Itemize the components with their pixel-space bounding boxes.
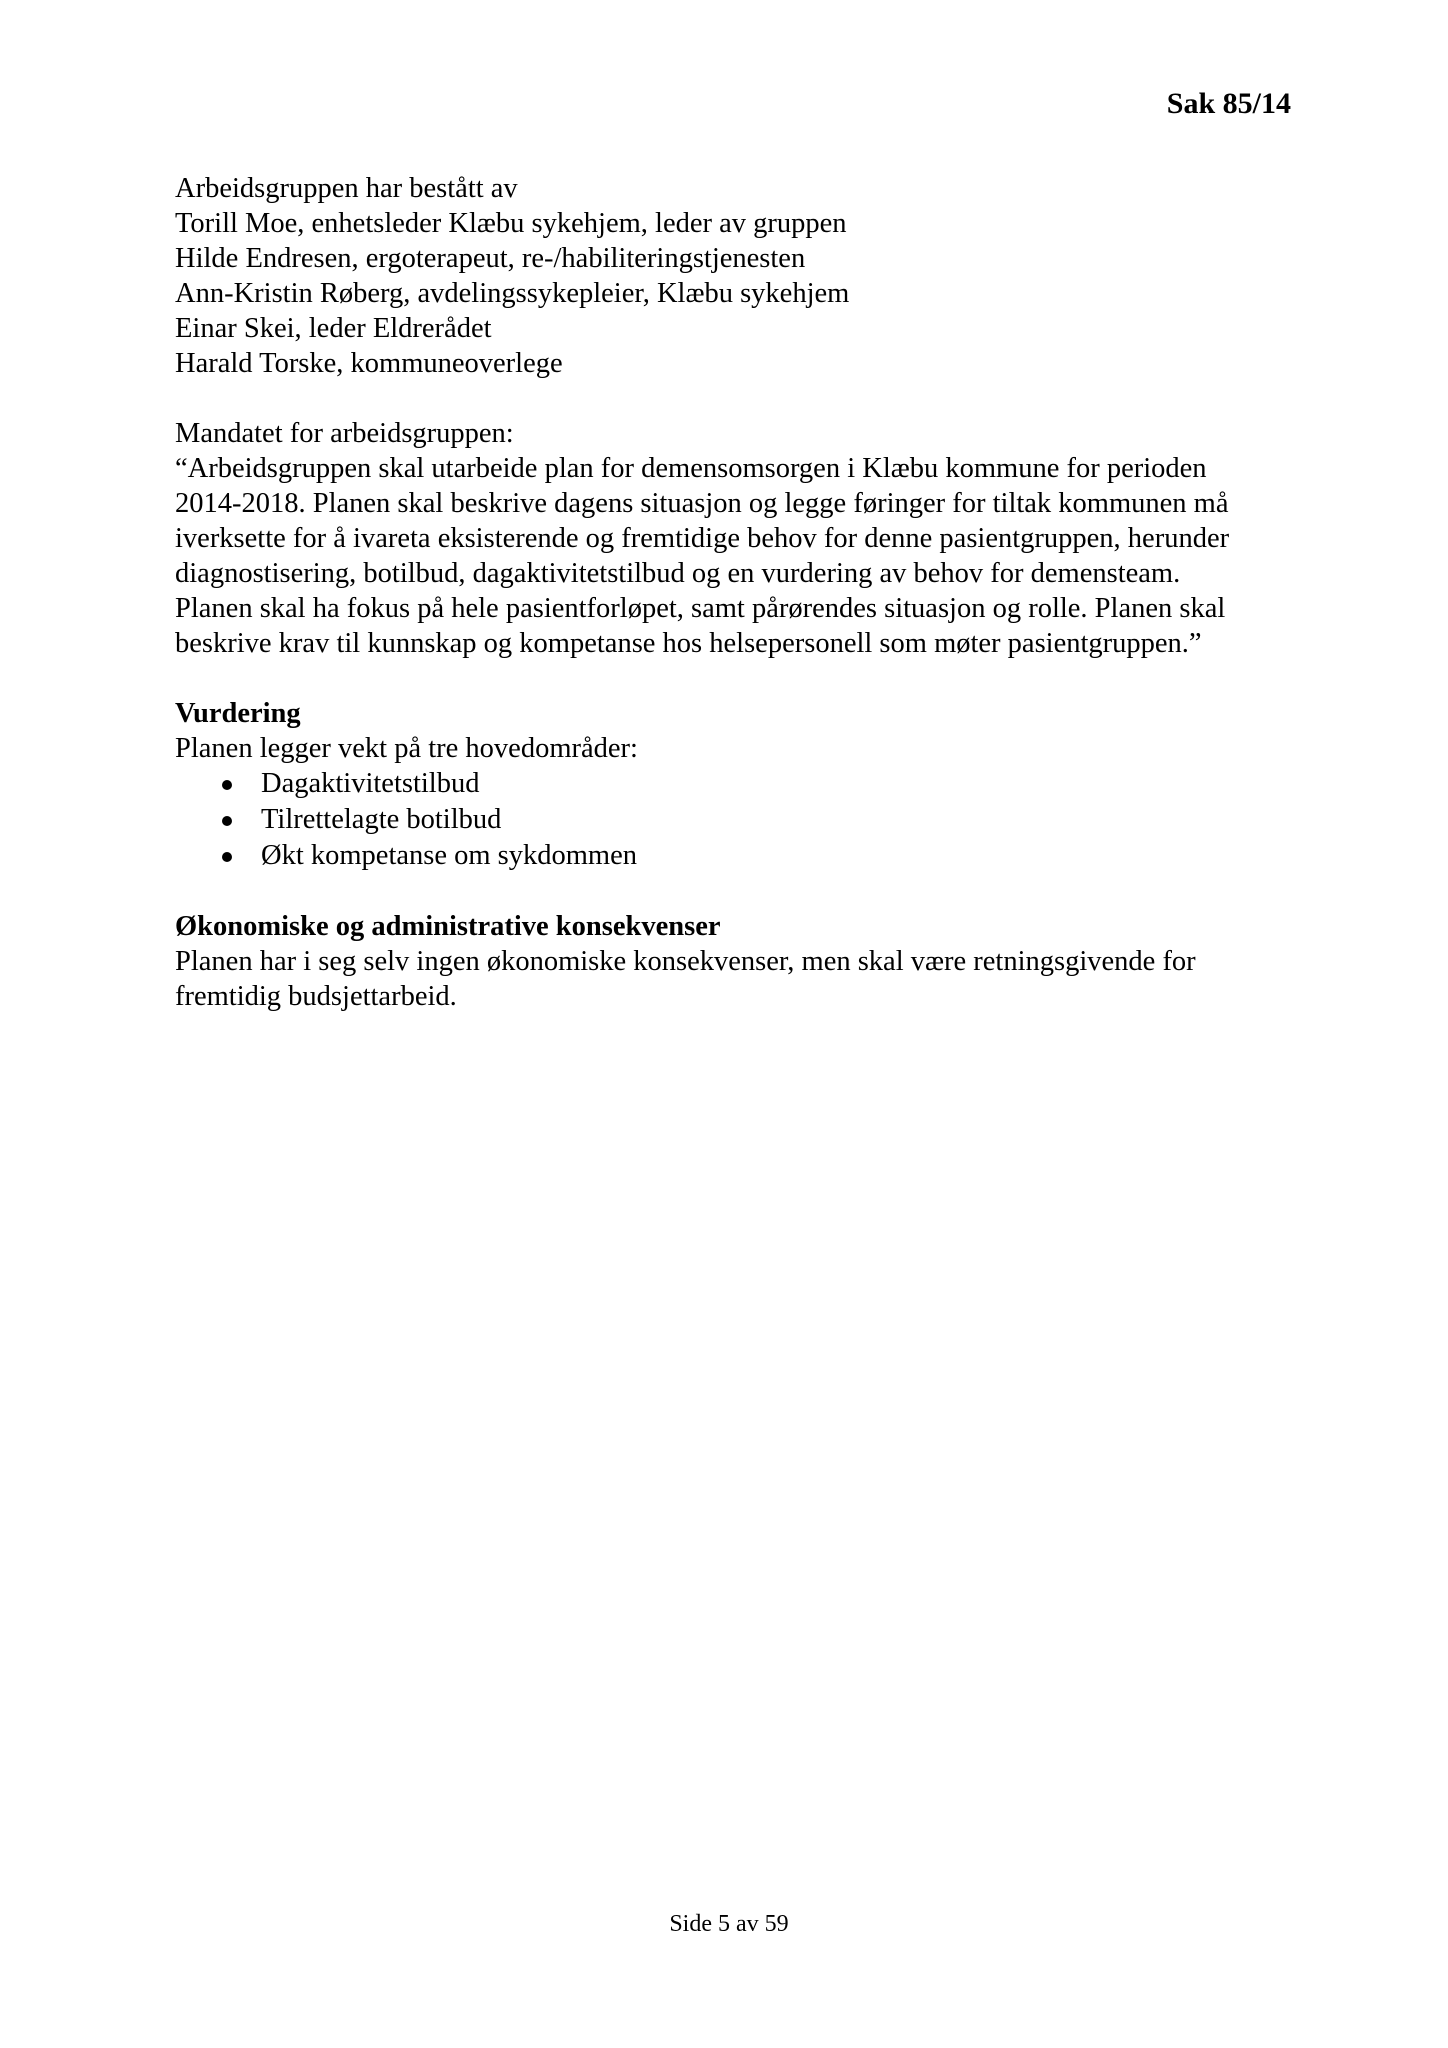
assessment-intro: Planen legger vekt på tre hovedområder: xyxy=(175,733,638,764)
spacer xyxy=(175,661,1285,696)
mandate-text-line: Planen skal ha fokus på hele pasientforløpet, samt pårørendes situasjon og rolle. Planen skal xyxy=(175,593,1226,624)
mandate-text-line: beskrive krav til kunnskap og kompetanse hos helsepersonell som møter pasientgruppen.” xyxy=(175,628,1202,659)
bullet-icon xyxy=(222,852,232,862)
member-item: Harald Torske, kommuneoverlege xyxy=(175,348,563,379)
consequences-text-line: Planen har i seg selv ingen økonomiske konsekvenser, men skal være retningsgivende for xyxy=(175,946,1196,977)
list-item-label: Tilrettelagte botilbud xyxy=(261,804,502,835)
mandate-text-line: iverksette for å ivareta eksisterende og fremtidige behov for denne pasientgruppen, herunder xyxy=(175,523,1230,554)
list-item xyxy=(175,766,1285,802)
document-body xyxy=(175,171,1285,1014)
mandate-text-line: 2014-2018. Planen skal beskrive dagens situasjon og legge føringer for tiltak kommunen må xyxy=(175,488,1229,519)
assessment-section xyxy=(175,696,1285,874)
case-reference: Sak 85/14 xyxy=(1166,87,1291,120)
member-item: Ann-Kristin Røberg, avdelingssykepleier, Klæbu sykehjem xyxy=(175,278,850,309)
member-item: Hilde Endresen, ergoterapeut, re-/habiliteringstjenesten xyxy=(175,243,806,274)
mandate-section xyxy=(175,416,1285,661)
bullet-icon xyxy=(222,780,232,790)
spacer xyxy=(175,381,1285,416)
list-item xyxy=(175,802,1285,838)
mandate-text-line: diagnostisering, botilbud, dagaktivitetstilbud og en vurdering av behov for demensteam. xyxy=(175,558,1181,589)
members-section xyxy=(175,171,1285,381)
consequences-text-line: fremtidig budsjettarbeid. xyxy=(175,981,457,1012)
bullet-icon xyxy=(222,816,232,826)
member-item: Torill Moe, enhetsleder Klæbu sykehjem, leder av gruppen xyxy=(175,208,847,239)
list-item xyxy=(175,838,1285,874)
mandate-label: Mandatet for arbeidsgruppen: xyxy=(175,418,514,449)
spacer xyxy=(175,874,1285,909)
mandate-text-line: “Arbeidsgruppen skal utarbeide plan for demensomsorgen i Klæbu kommune for perioden xyxy=(175,453,1207,484)
consequences-section xyxy=(175,909,1285,1014)
focus-area-list xyxy=(175,766,1285,874)
page-number: Side 5 av 59 xyxy=(669,1911,789,1937)
member-item: Einar Skei, leder Eldrerådet xyxy=(175,313,492,344)
consequences-heading: Økonomiske og administrative konsekvenser xyxy=(175,911,721,942)
assessment-heading: Vurdering xyxy=(175,698,301,729)
list-item-label: Økt kompetanse om sykdommen xyxy=(261,840,637,871)
members-intro: Arbeidsgruppen har bestått av xyxy=(175,173,518,204)
list-item-label: Dagaktivitetstilbud xyxy=(261,768,480,799)
